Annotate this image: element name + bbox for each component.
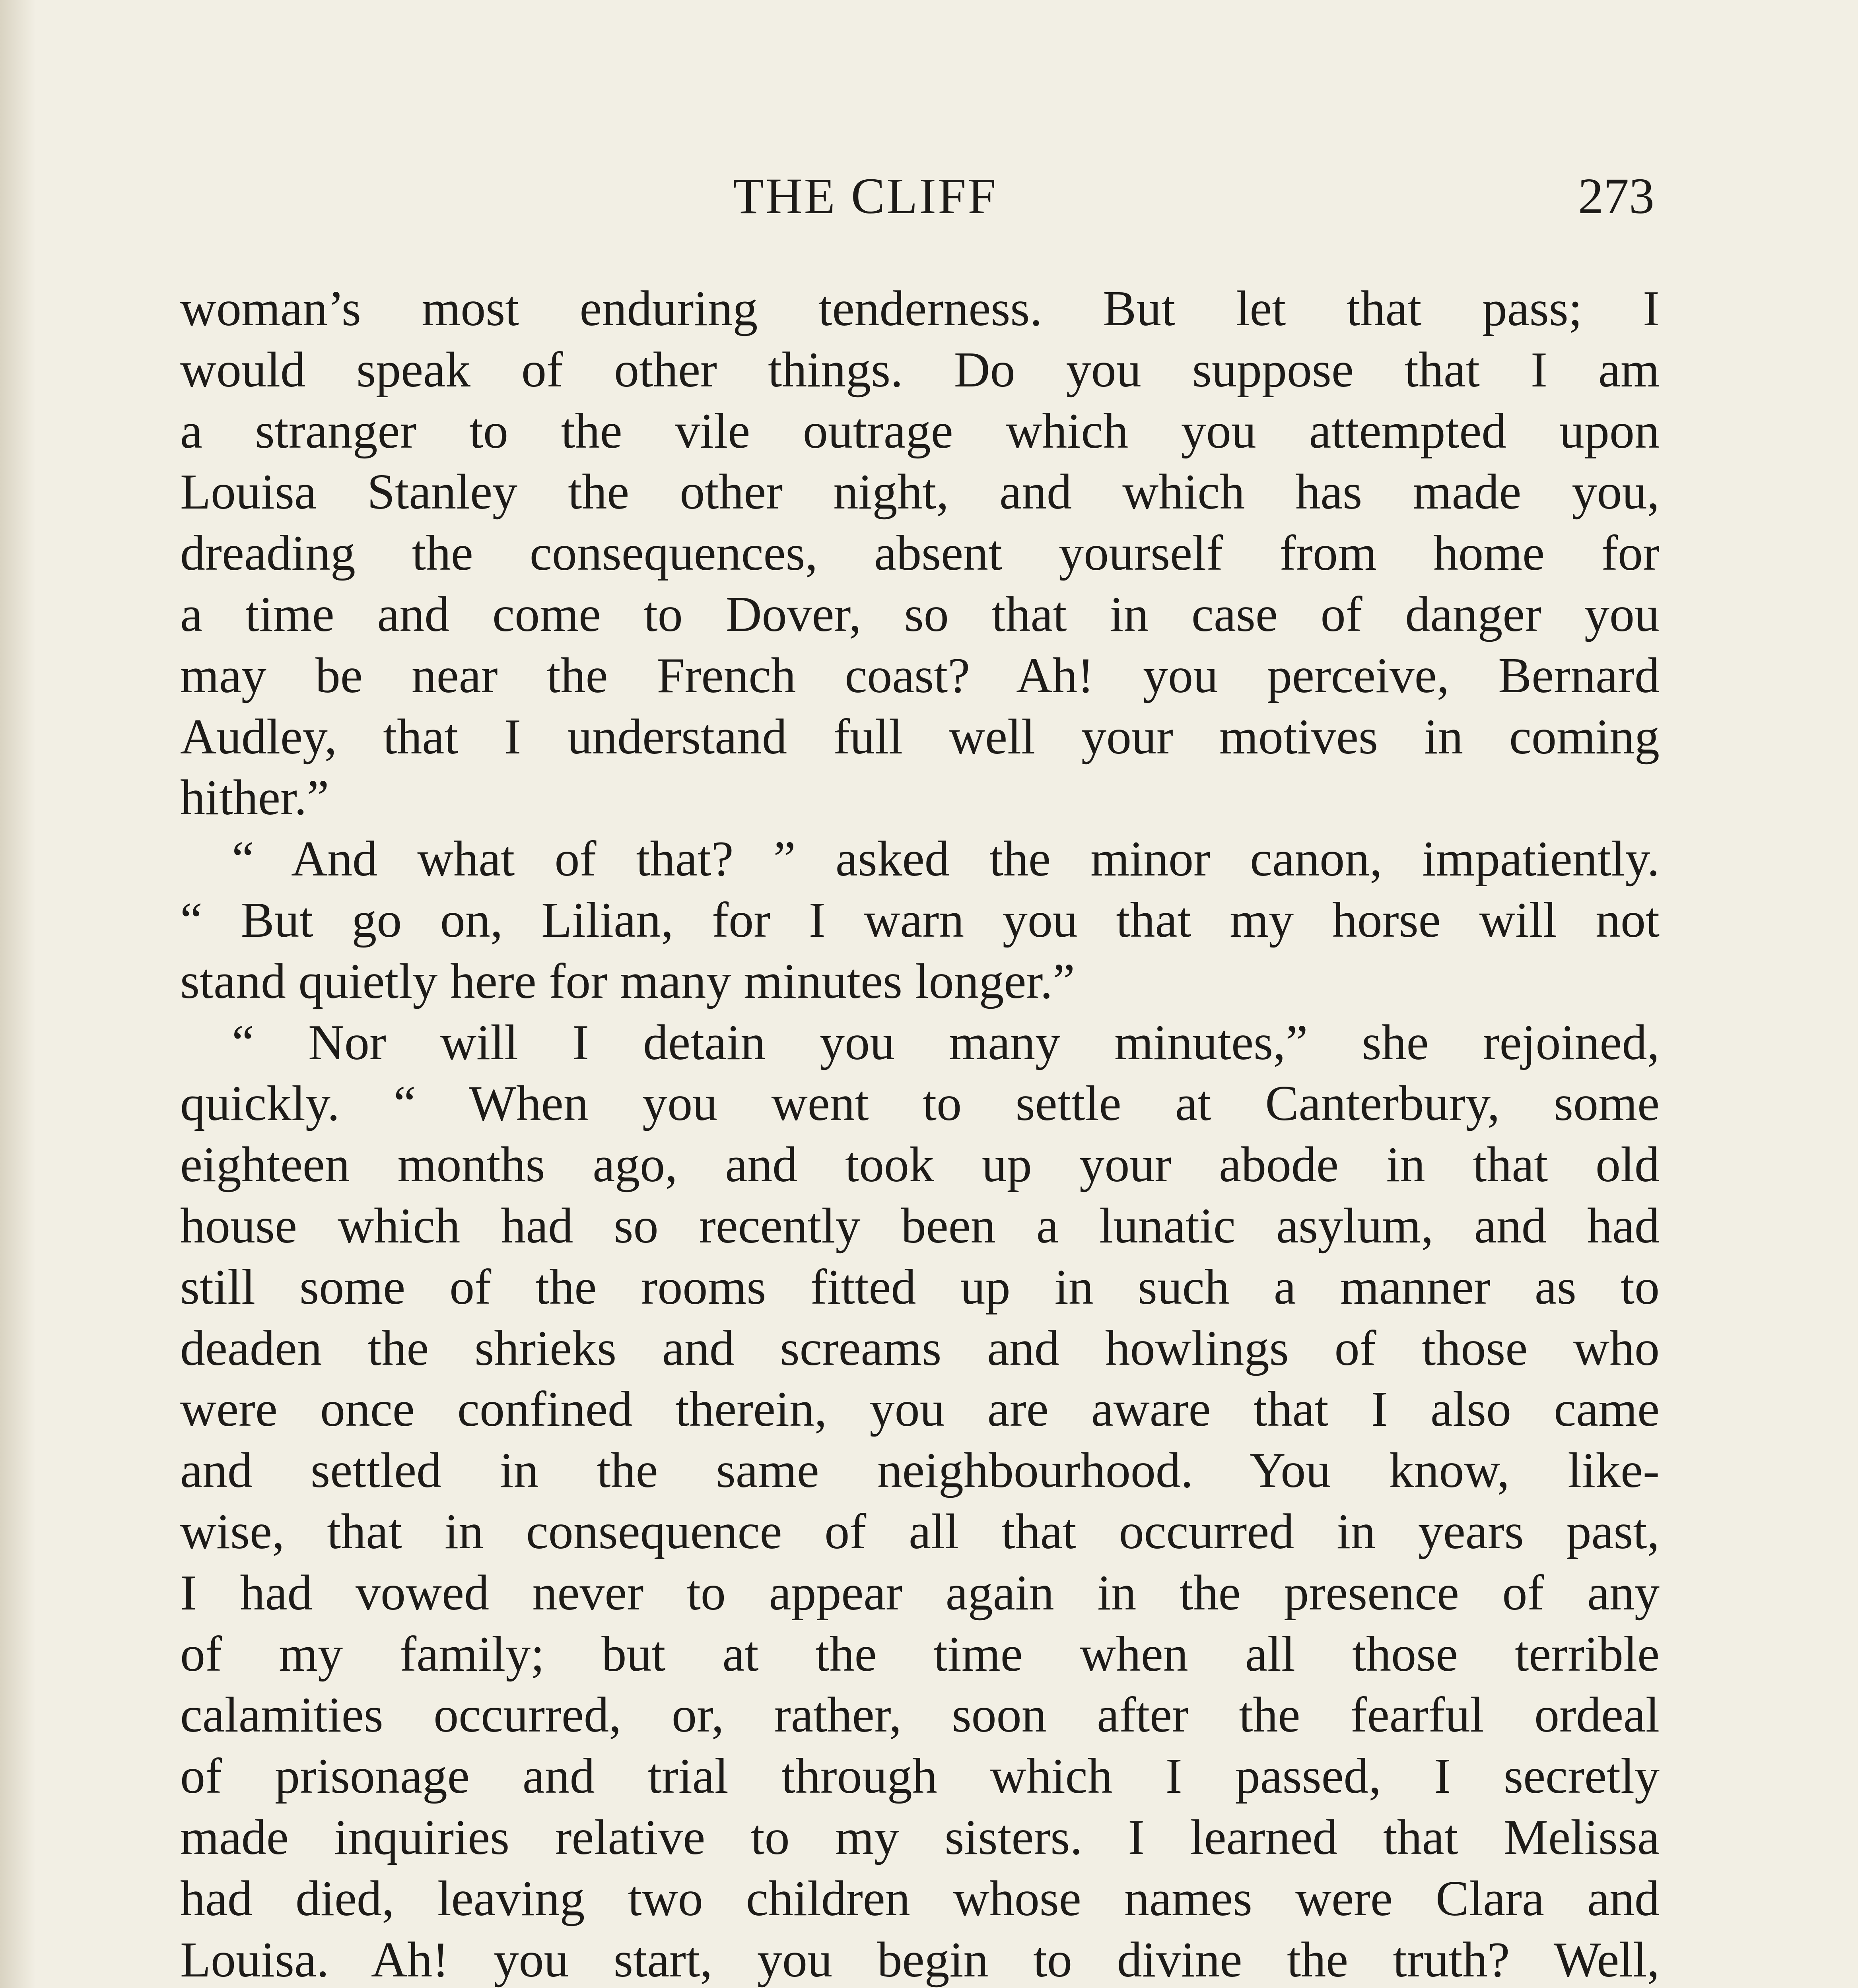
running-title: THE CLIFF <box>733 168 998 224</box>
text-line: Audley, that I understand full well your motives in coming <box>180 709 1660 765</box>
text-line: had died, leaving two children whose names were Clara and <box>180 1871 1660 1926</box>
text-line: stand quietly here for many minutes longer.” <box>180 953 1075 1009</box>
text-line: of my family; but at the time when all those terrible <box>180 1626 1660 1682</box>
text-line: a stranger to the vile outrage which you attempted upon <box>180 403 1660 459</box>
text-line: a time and come to Dover, so that in case of danger you <box>180 586 1660 642</box>
text-line: of prisonage and trial through which I passed, I secretly <box>180 1749 1660 1804</box>
text-line: quickly. “ When you went to settle at Canterbury, some <box>180 1076 1660 1132</box>
text-line: made inquiries relative to my sisters. I learned that Melissa <box>180 1809 1660 1865</box>
text-line: Louisa Stanley the other night, and which has made you, <box>180 464 1660 520</box>
running-head <box>183 167 1654 247</box>
text-line: hither.” <box>180 770 329 826</box>
text-line: calamities occurred, or, rather, soon after the fearful ordeal <box>180 1687 1660 1743</box>
text-line: still some of the rooms fitted up in such a manner as to <box>180 1259 1660 1315</box>
text-line: house which had so recently been a lunatic asylum, and had <box>180 1198 1660 1254</box>
text-line: and settled in the same neighbourhood. You know, like- <box>180 1443 1660 1499</box>
gutter-shadow <box>0 0 36 1988</box>
text-line: would speak of other things. Do you suppose that I am <box>180 342 1660 398</box>
page-number: 273 <box>1578 168 1654 224</box>
text-line: wise, that in consequence of all that occurred in years past, <box>180 1504 1660 1559</box>
body-text <box>180 278 1660 1988</box>
text-line: may be near the French coast? Ah! you perceive, Bernard <box>180 648 1660 703</box>
text-line: “ Nor will I detain you many minutes,” she rejoined, <box>232 1015 1660 1070</box>
text-line: eighteen months ago, and took up your abode in that old <box>180 1137 1660 1193</box>
text-line: I had vowed never to appear again in the presence of any <box>180 1565 1660 1621</box>
text-line: deaden the shrieks and screams and howlings of those who <box>180 1320 1660 1376</box>
text-line: dreading the consequences, absent yourself from home for <box>180 526 1660 581</box>
text-line: “ And what of that? ” asked the minor canon, impatiently. <box>232 831 1660 887</box>
text-line: “ But go on, Lilian, for I warn you that my horse will not <box>180 892 1660 948</box>
text-line: Louisa. Ah! you start, you begin to divine the truth? Well, <box>180 1932 1660 1988</box>
text-line: were once confined therein, you are aware that I also came <box>180 1382 1660 1437</box>
text-line: woman’s most enduring tenderness. But let that pass; I <box>180 281 1660 336</box>
